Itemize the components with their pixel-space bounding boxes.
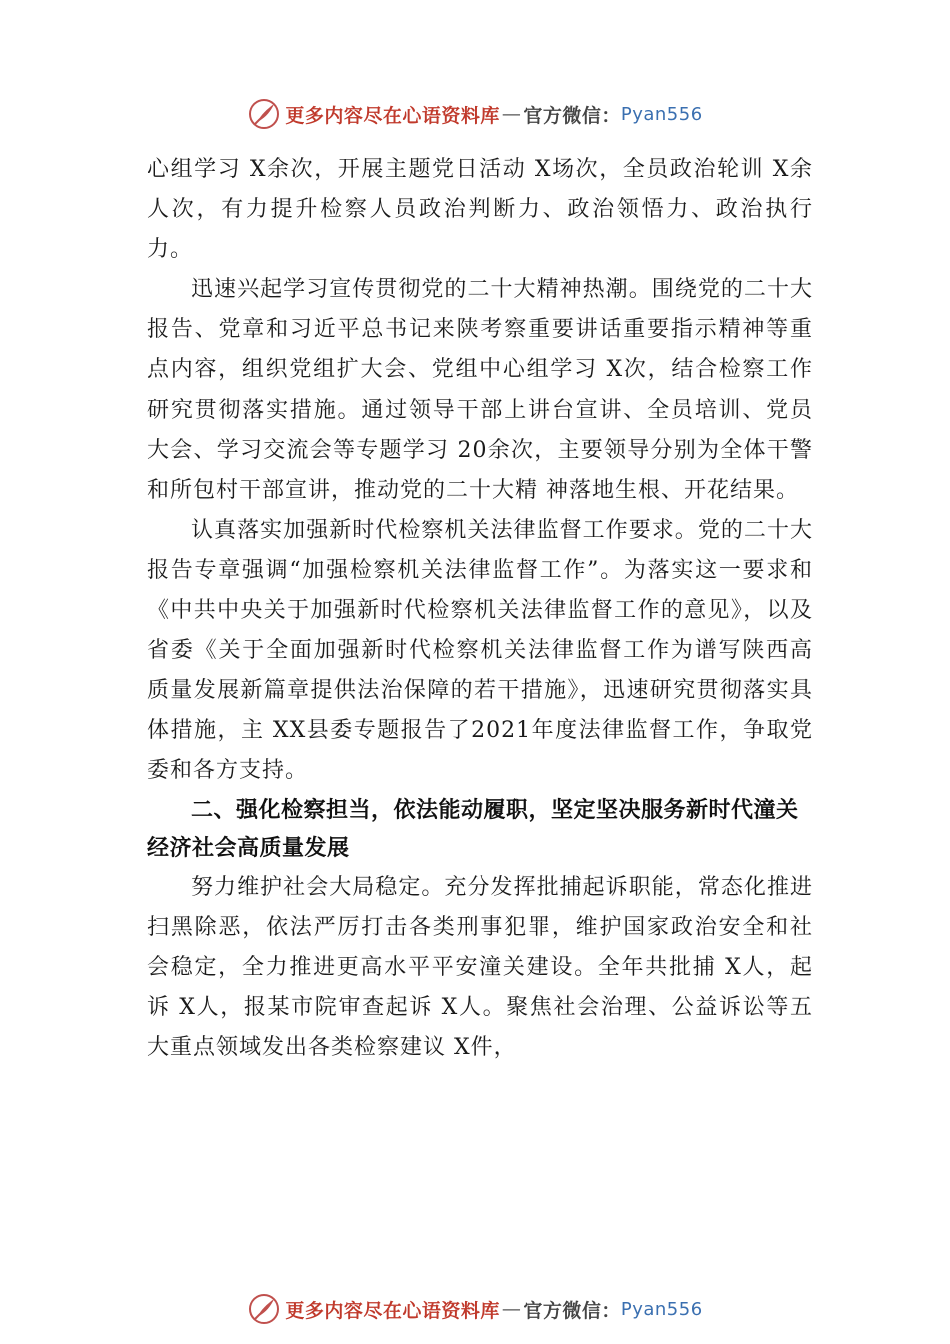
watermark-separator: — (501, 103, 522, 125)
paragraph-social-stability: 努力维护社会大局稳定。充分发挥批捕起诉职能，常态化推进扫黑除恶，依法严厉打击各类刑事犯罪，维护国家政治安全和社会稳定，全力推进更高水平平安潼关建设。全年共批捕 X人，起诉 X人，报某市院审查起诉 X人。聚焦社会治理、公益诉讼等五大重点领域发出各类检察建议 X件， (147, 874, 813, 1060)
watermark-label: 官方微信： (523, 1299, 621, 1322)
paragraph-legal-supervision: 认真落实加强新时代检察机关法律监督工作要求。党的二十大报告专章强调“加强检察机关法律监督工作”。为落实这一要求和《中共中央关于加强新时代检察机关法律监督工作的意见》，以及省委《关于全面加强新时代检察机关法律监督工作为谱写陕西高质量发展新篇章提供法治保障的若干措施》，迅速研究贯彻落实具体措施，主 XX县委专题报告了2021年度法律监督工作，争取党委和各方支持。 (147, 517, 813, 784)
paragraph-study-campaign: 迅速兴起学习宣传贯彻党的二十大精神热潮。围绕党的二十大报告、党章和习近平总书记来陕考察重要讲话重要指示精神等重点内容，组织党组扩大会、党组中心组学习 X次，结合检察工作研究贯彻落实措施。通过领导干部上讲台宣讲、全员培训、党员大会、学习交流会等专题学习 20余次，主要领导分别为全体干警和所包村干部宣讲，推动党的二十大精 神落地生根、开花结果。 (147, 277, 813, 503)
watermark-brand: 更多内容尽在心语资料库 (285, 104, 500, 127)
quill-logo-icon (247, 1292, 281, 1326)
paragraph-continued: 心组学习 X余次，开展主题党日活动 X场次，全员政治轮训 X余人次，有力提升检察人员政治判断力、政治领悟力、政治执行力。 (147, 157, 813, 263)
header-watermark (0, 94, 950, 134)
watermark-separator: — (501, 1298, 522, 1320)
watermark-wechat-id: Pyan556 (620, 1298, 703, 1320)
watermark-brand: 更多内容尽在心语资料库 (285, 1299, 500, 1322)
section-heading-2: 二、强化检察担当，依法能动履职，坚定坚决服务新时代潼关经济社会高质量发展 (147, 797, 799, 861)
document-body (147, 150, 813, 1068)
watermark-label: 官方微信： (523, 104, 621, 127)
quill-logo-icon (247, 97, 281, 131)
footer-watermark (0, 1289, 950, 1329)
watermark-wechat-id: Pyan556 (620, 103, 703, 125)
